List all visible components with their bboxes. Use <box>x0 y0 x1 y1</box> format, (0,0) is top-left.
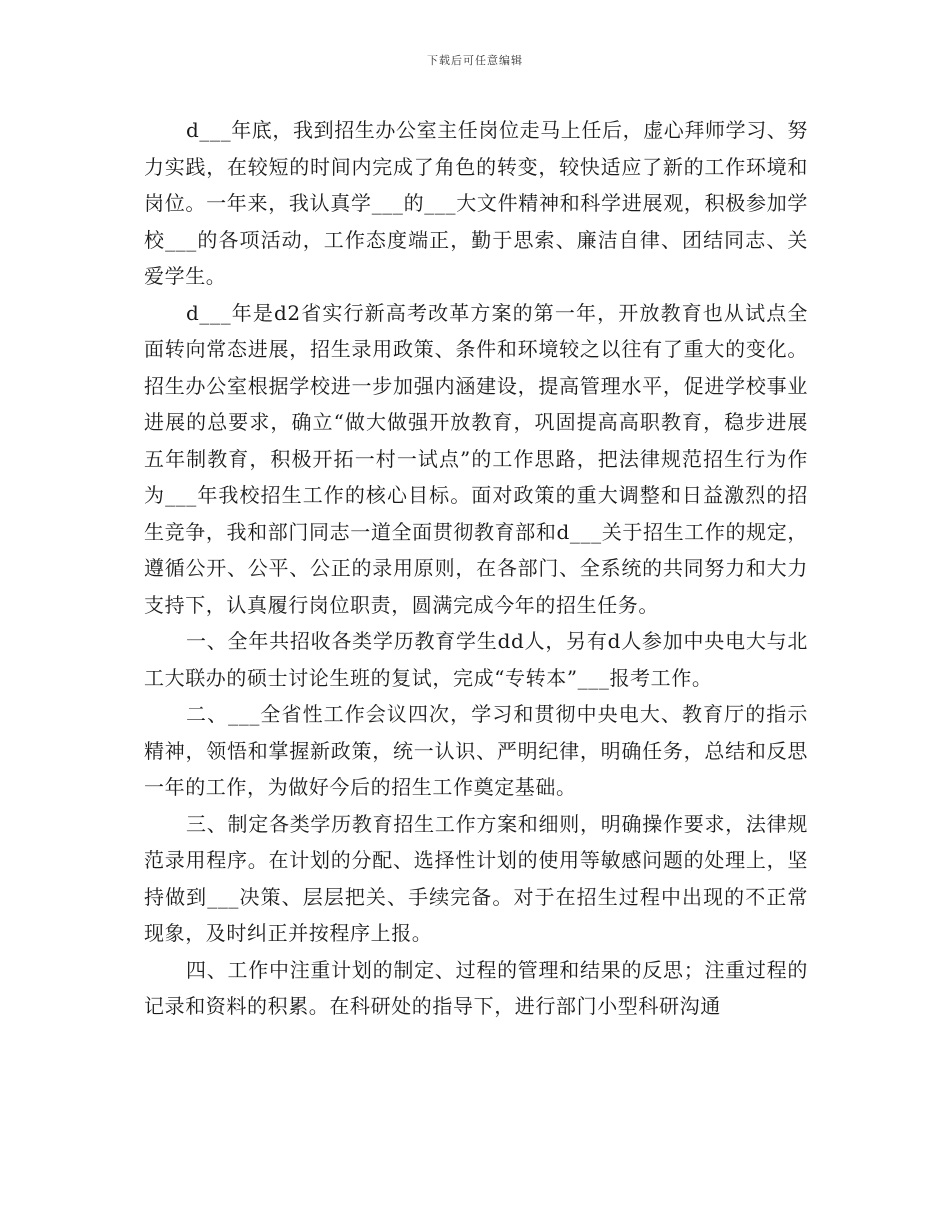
paragraph-intro: d___年底，我到招生办公室主任岗位走马上任后，虚心拜师学习、努力实践，在较短的时间内完成了角色的转变，较快适应了新的工作环境和岗位。一年来，我认真学___的___大文件精神和科学进展观，积极参加学校___的各项活动，工作态度端正，勤于思索、廉洁自律、团结同志、关爱学生。 <box>144 118 809 288</box>
paragraph-context: d___年是d2省实行新高考改革方案的第一年，开放教育也从试点全面转向常态进展，招生录用政策、条件和环境较之以往有了重大的变化。招生办公室根据学校进一步加强内涵建设，提高管理水平，促进学校事业进展的总要求，确立“做大做强开放教育，巩固提高高职教育，稳步进展五年制教育，积极开拓一村一试点”的工作思路，把法律规范招生行为作为___年我校招生工作的核心目标。面对政策的重大调整和日益激烈的招生竞争，我和部门同志一道全面贯彻教育部和d___关于招生工作的规定，遵循公开、公平、公正的录用原则，在各部门、全系统的共同努力和大力支持下，认真履行岗位职责，圆满完成今年的招生任务。 <box>144 300 808 617</box>
paragraph-item-2: 二、___全省性工作会议四次，学习和贯彻中央电大、教育厅的指示精神，领悟和掌握新政策，统一认识、严明纪律，明确任务，总结和反思一年的工作，为做好今后的招生工作奠定基础。 <box>144 702 808 799</box>
page-header-note: 下载后可任意编辑 <box>427 54 523 67</box>
paragraph-item-4: 四、工作中注重计划的制定、过程的管理和结果的反思；注重过程的记录和资料的积累。在科研处的指导下，进行部门小型科研沟通 <box>144 957 808 1018</box>
paragraph-item-1: 一、全年共招收各类学历教育学生dd人，另有d人参加中央电大与北工大联办的硕士讨论生班的复试，完成“专转本”___报考工作。 <box>144 629 808 690</box>
paragraph-item-3: 三、制定各类学历教育招生工作方案和细则，明确操作要求，法律规范录用程序。在计划的分配、选择性计划的使用等敏感问题的处理上，坚持做到___决策、层层把关、手续完备。对于在招生过程中出现的不正常现象，及时纠正并按程序上报。 <box>144 811 808 945</box>
document-body <box>144 112 808 1025</box>
